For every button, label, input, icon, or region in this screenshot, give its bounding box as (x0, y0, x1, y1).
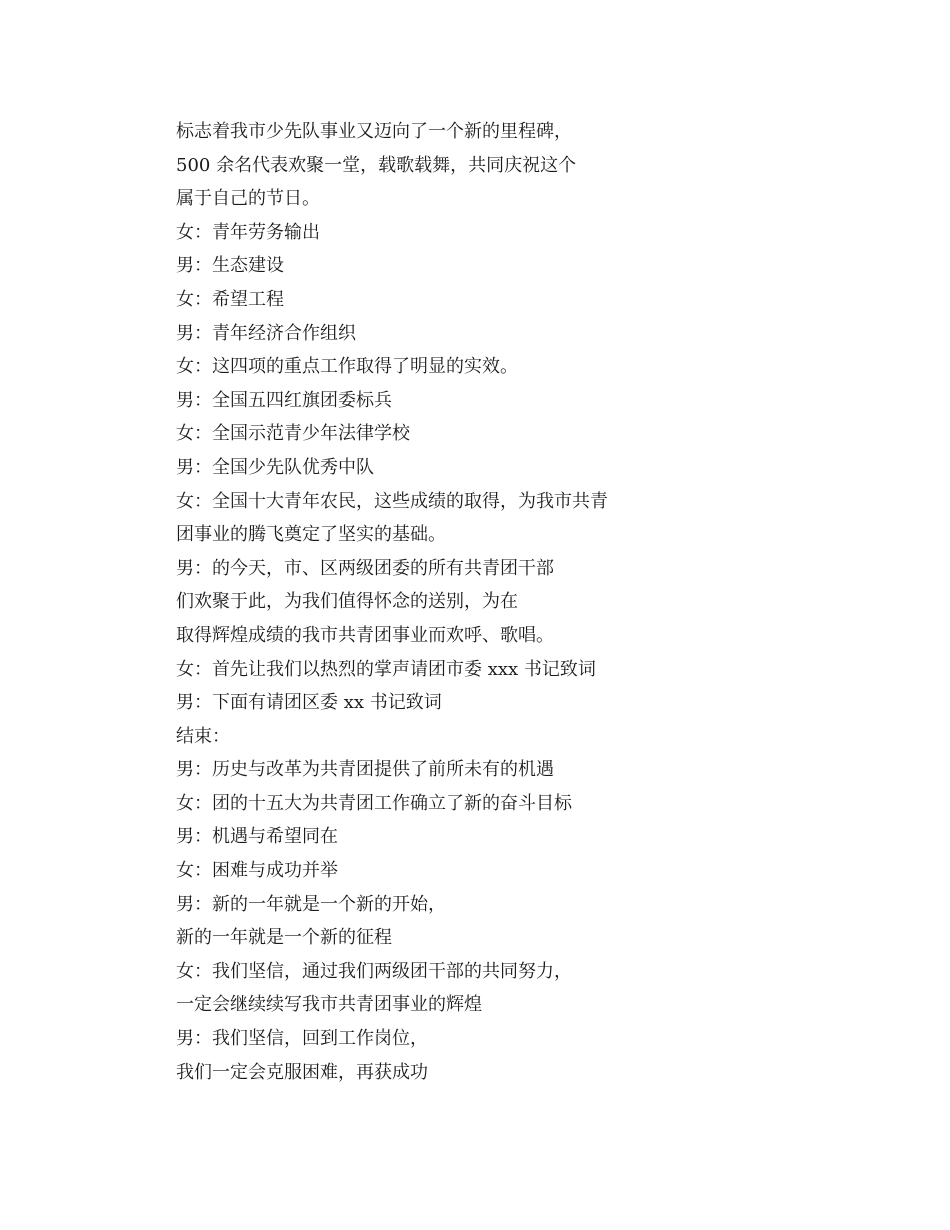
text-line: 属于自己的节日。 (176, 188, 320, 210)
text-line: 女：全国示范青少年法律学校 (176, 423, 410, 445)
text-line: 女：我们坚信，通过我们两级团干部的共同努力， (176, 960, 572, 982)
text-line: 男：历史与改革为共青团提供了前所未有的机遇 (176, 759, 554, 781)
text-line: 男：下面有请团区委 xx 书记致词 (176, 692, 442, 714)
text-line: 男：生态建设 (176, 255, 284, 277)
text-line: 女：这四项的重点工作取得了明显的实效。 (176, 356, 518, 378)
text-line: 女：团的十五大为共青团工作确立了新的奋斗目标 (176, 792, 572, 814)
document-body (176, 115, 876, 1089)
text-line: 500 余名代表欢聚一堂，载歌载舞，共同庆祝这个 (176, 154, 577, 176)
text-line: 男：机遇与希望同在 (176, 826, 338, 848)
text-line: 女：希望工程 (176, 288, 284, 310)
text-line: 女：青年劳务输出 (176, 221, 320, 243)
text-line: 标志着我市少先队事业又迈向了一个新的里程碑， (176, 121, 572, 142)
text-line: 新的一年就是一个新的征程 (176, 927, 392, 949)
text-line: 团事业的腾飞奠定了坚实的基础。 (176, 524, 446, 546)
text-line: 一定会继续续写我市共青团事业的辉煌 (176, 994, 482, 1016)
text-line: 取得辉煌成绩的我市共青团事业而欢呼、歌唱。 (176, 624, 554, 646)
text-line: 男：全国五四红旗团委标兵 (176, 389, 392, 411)
text-line: 男：新的一年就是一个新的开始， (176, 893, 446, 915)
text-line: 我们一定会克服困难，再获成功 (176, 1061, 428, 1083)
text-line: 男：我们坚信，回到工作岗位， (176, 1028, 428, 1050)
text-line: 女：困难与成功并举 (176, 860, 338, 882)
text-line: 男：全国少先队优秀中队 (176, 456, 374, 478)
text-line: 女：全国十大青年农民，这些成绩的取得，为我市共青 (176, 490, 608, 512)
text-line: 们欢聚于此，为我们值得怀念的送别，为在 (176, 591, 518, 613)
text-line: 男：的今天，市、区两级团委的所有共青团干部 (176, 557, 554, 579)
text-line: 男：青年经济合作组织 (176, 322, 356, 344)
section-heading: 结束： (176, 725, 230, 747)
text-line: 女：首先让我们以热烈的掌声请团市委 xxx 书记致词 (176, 658, 596, 680)
